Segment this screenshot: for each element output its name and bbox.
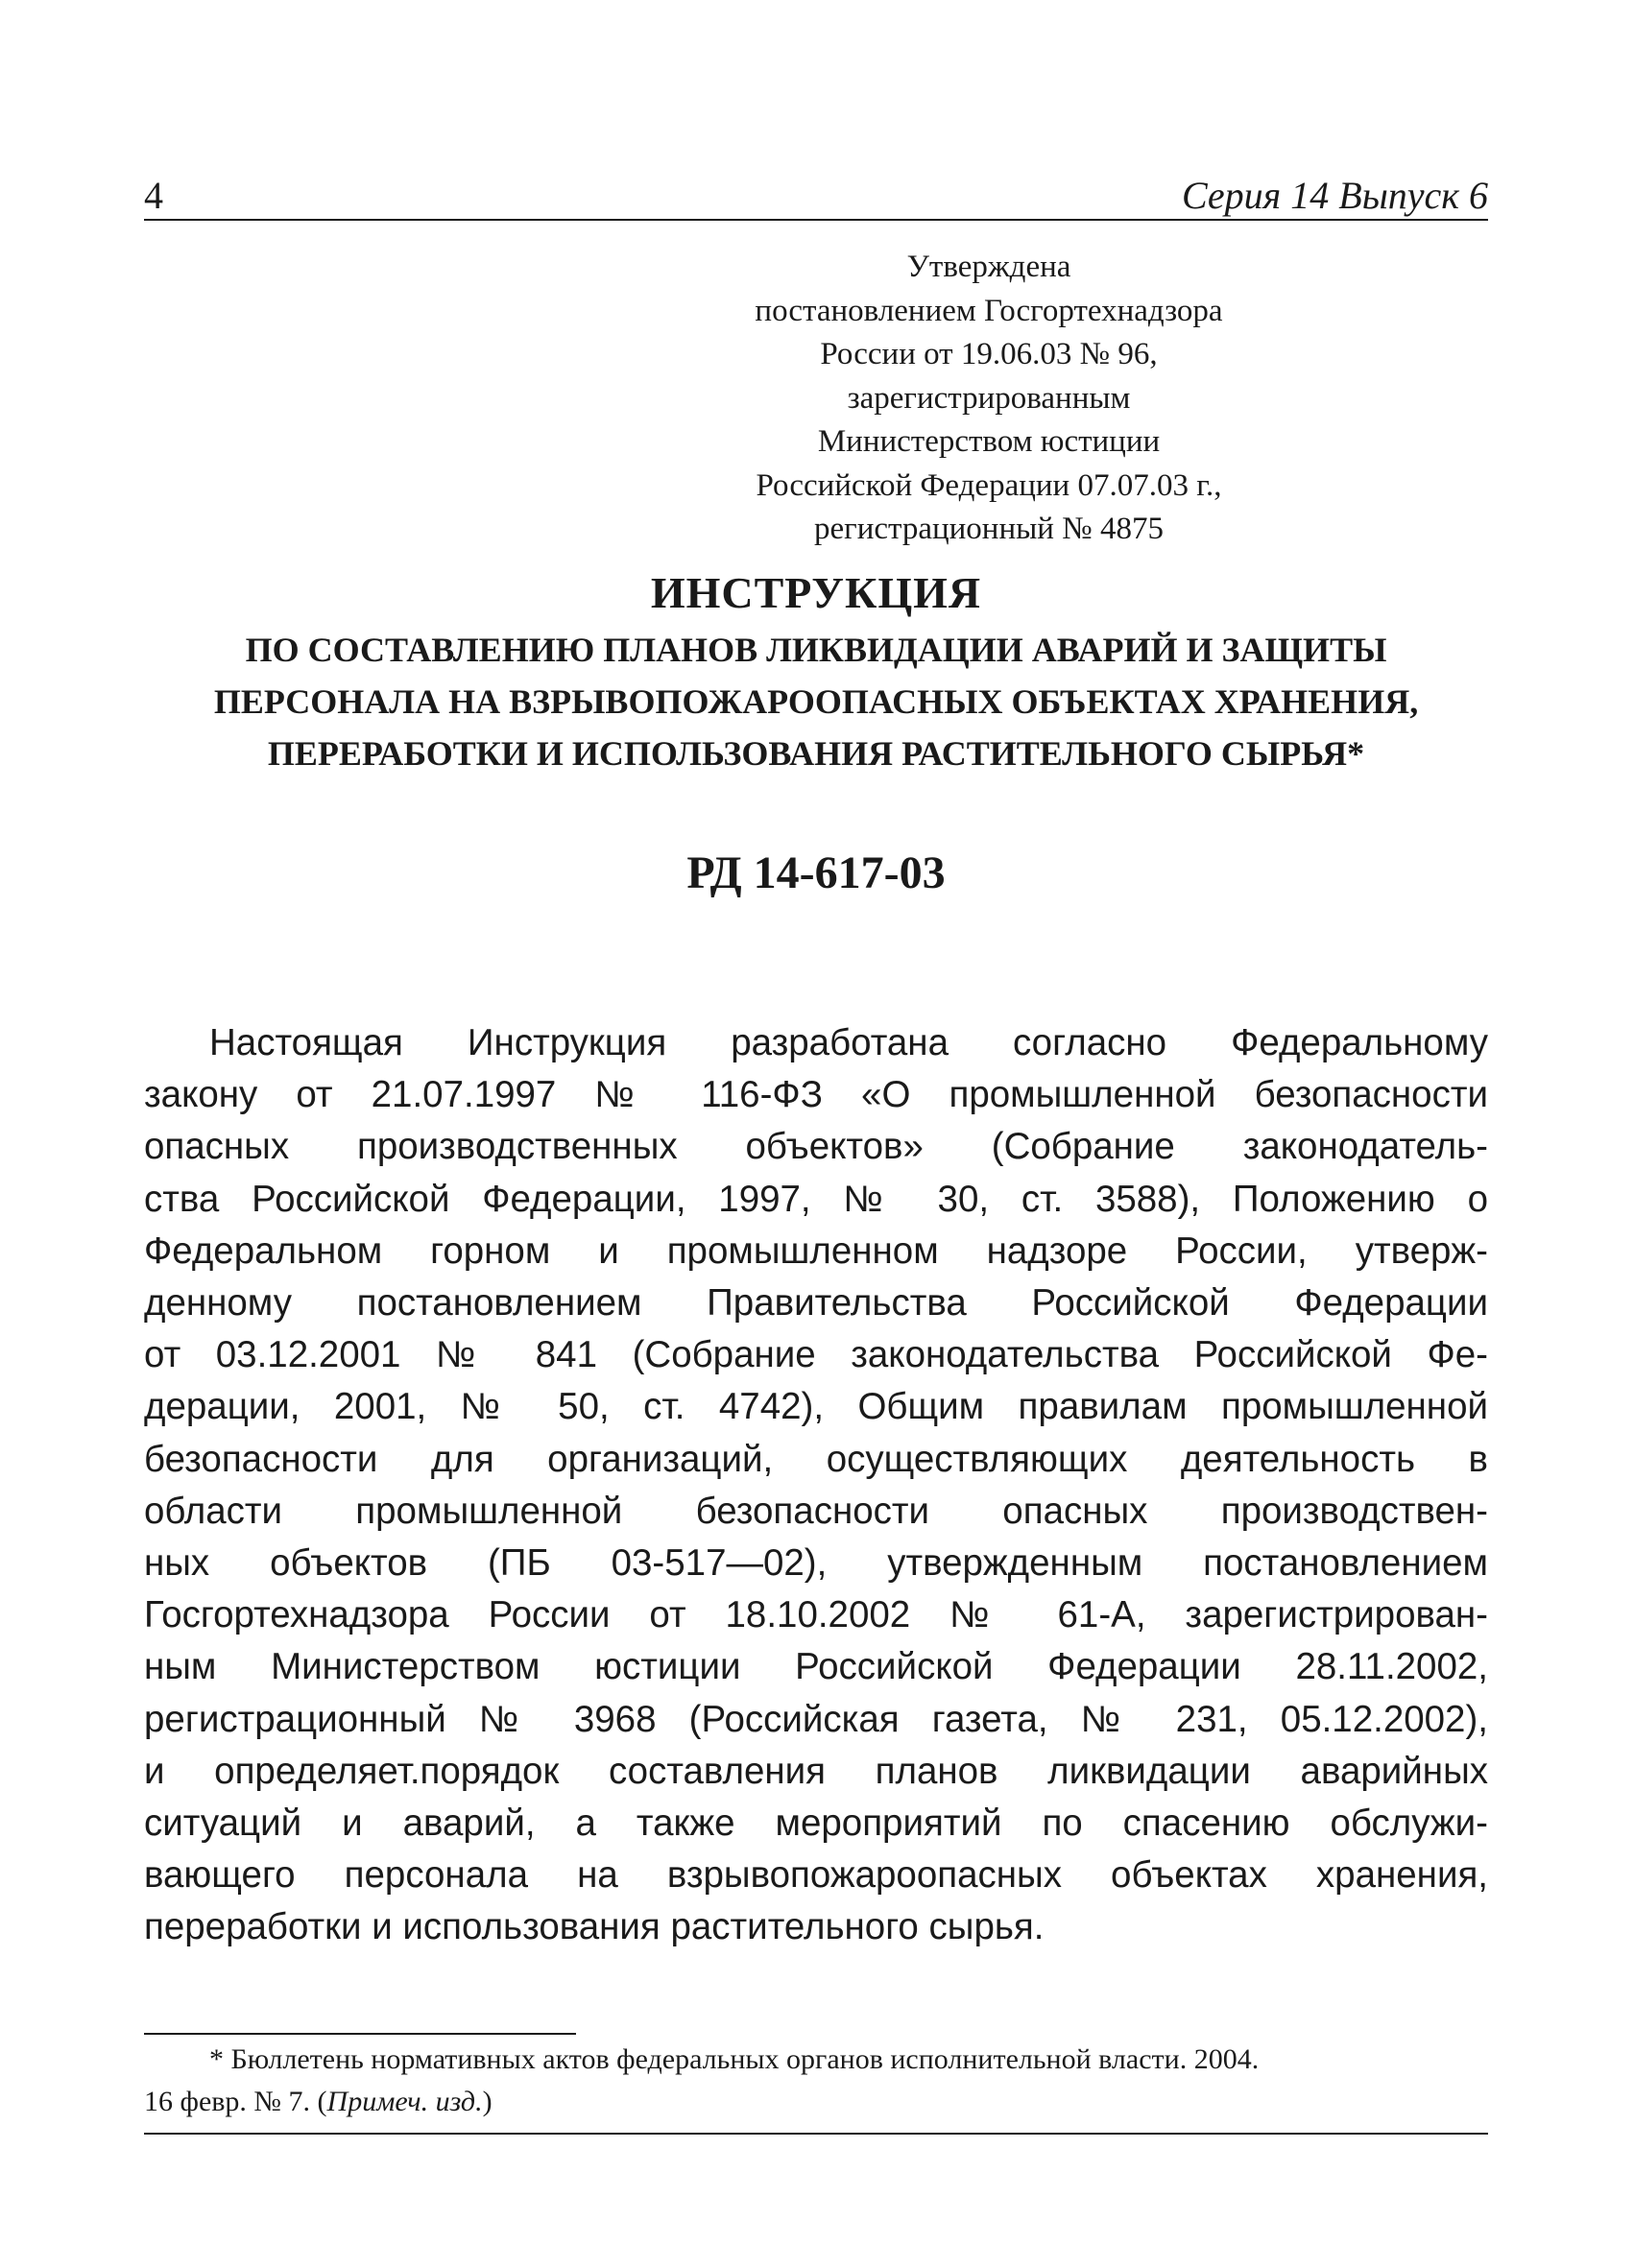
body-line: безопасности для организаций, осуществляющих деятельность в	[144, 1438, 1488, 1480]
approval-line: России от 19.06.03 № 96,	[820, 337, 1158, 371]
page-number: 4	[144, 174, 163, 217]
body-line: дерации, 2001, № 50, ст. 4742), Общим правилам промышленной	[144, 1386, 1488, 1428]
body-line: Федеральном горном и промышленном надзоре России, утверж-	[144, 1229, 1488, 1272]
body-line: денному постановлением Правительства Российской Федерации	[144, 1282, 1488, 1325]
body-line: регистрационный № 3968 (Российская газета, № 231, 05.12.2002),	[144, 1698, 1488, 1740]
footnote	[144, 2039, 1488, 2123]
title-subtitle-line: ПЕРСОНАЛА НА ВЗРЫВОПОЖАРООПАСНЫХ ОБЪЕКТАХ ХРАНЕНИЯ,	[213, 682, 1419, 721]
footnote-text: 16 февр. № 7. (	[144, 2086, 327, 2117]
approval-block	[586, 246, 1392, 552]
title-subtitle-line: ПО СОСТАВЛЕНИЮ ПЛАНОВ ЛИКВИДАЦИИ АВАРИЙ И ЗАЩИТЫ	[245, 631, 1387, 669]
body-line: и определяет.порядок составления планов ликвидации аварийных	[144, 1750, 1488, 1792]
body-line: Госгортехнадзора России от 18.10.2002 № 61-А, зарегистрирован-	[144, 1594, 1488, 1636]
footnote-publisher-note: Примеч. изд.	[326, 2086, 483, 2117]
series-label: Серия 14 Выпуск 6	[1181, 174, 1488, 217]
body-line: опасных производственных объектов» (Собрание законодатель-	[144, 1126, 1488, 1168]
body-paragraph	[144, 1017, 1488, 1954]
approval-line: зарегистрированным	[847, 380, 1131, 416]
title-subtitle	[144, 624, 1488, 779]
body-line: от 03.12.2001 № 841 (Собрание законодательства Российской Фе-	[144, 1334, 1488, 1376]
title-subtitle-line: ПЕРЕРАБОТКИ И ИСПОЛЬЗОВАНИЯ РАСТИТЕЛЬНОГО СЫРЬЯ*	[267, 734, 1365, 773]
body-line: ситуаций и аварий, а также мероприятий по спасению обслужи-	[144, 1802, 1488, 1845]
approval-line: Утверждена	[906, 250, 1071, 284]
approval-line: Российской Федерации 07.07.03 г.,	[756, 467, 1222, 503]
running-header	[144, 173, 1488, 223]
footnote-rule	[144, 2033, 576, 2035]
body-line: ным Министерством юстиции Российской Федерации 28.11.2002,	[144, 1646, 1488, 1688]
footnote-line	[144, 2081, 1488, 2123]
document-page	[144, 0, 1488, 2268]
approval-line: Министерством юстиции	[817, 424, 1161, 459]
title-main: ИНСТРУКЦИЯ	[650, 568, 982, 617]
body-line: ства Российской Федерации, 1997, № 30, ст. 3588), Положению о	[144, 1178, 1488, 1220]
approval-line: постановлением Госгортехнадзора	[755, 293, 1223, 328]
body-line: переработки и использования растительного сырья.	[144, 1906, 1045, 1948]
body-line: Настоящая Инструкция разработана согласно Федеральному	[209, 1022, 1488, 1063]
footnote-text: )	[482, 2086, 493, 2117]
body-line: вающего персонала на взрывопожароопасных объектах хранения,	[144, 1854, 1488, 1897]
document-title	[144, 564, 1488, 779]
bottom-rule	[144, 2133, 1488, 2135]
approval-line: регистрационный № 4875	[814, 512, 1164, 546]
header-rule	[144, 219, 1488, 221]
document-code: РД 14-617-03	[686, 848, 946, 898]
footnote-line: * Бюллетень нормативных актов федеральных органов исполнительной власти. 2004.	[209, 2043, 1260, 2075]
body-line: ных объектов (ПБ 03-517—02), утвержденным постановлением	[144, 1542, 1488, 1585]
body-line: закону от 21.07.1997 № 116-ФЗ «О промышленной безопасности	[144, 1074, 1488, 1116]
body-line: области промышленной безопасности опасных производствен-	[144, 1490, 1488, 1532]
